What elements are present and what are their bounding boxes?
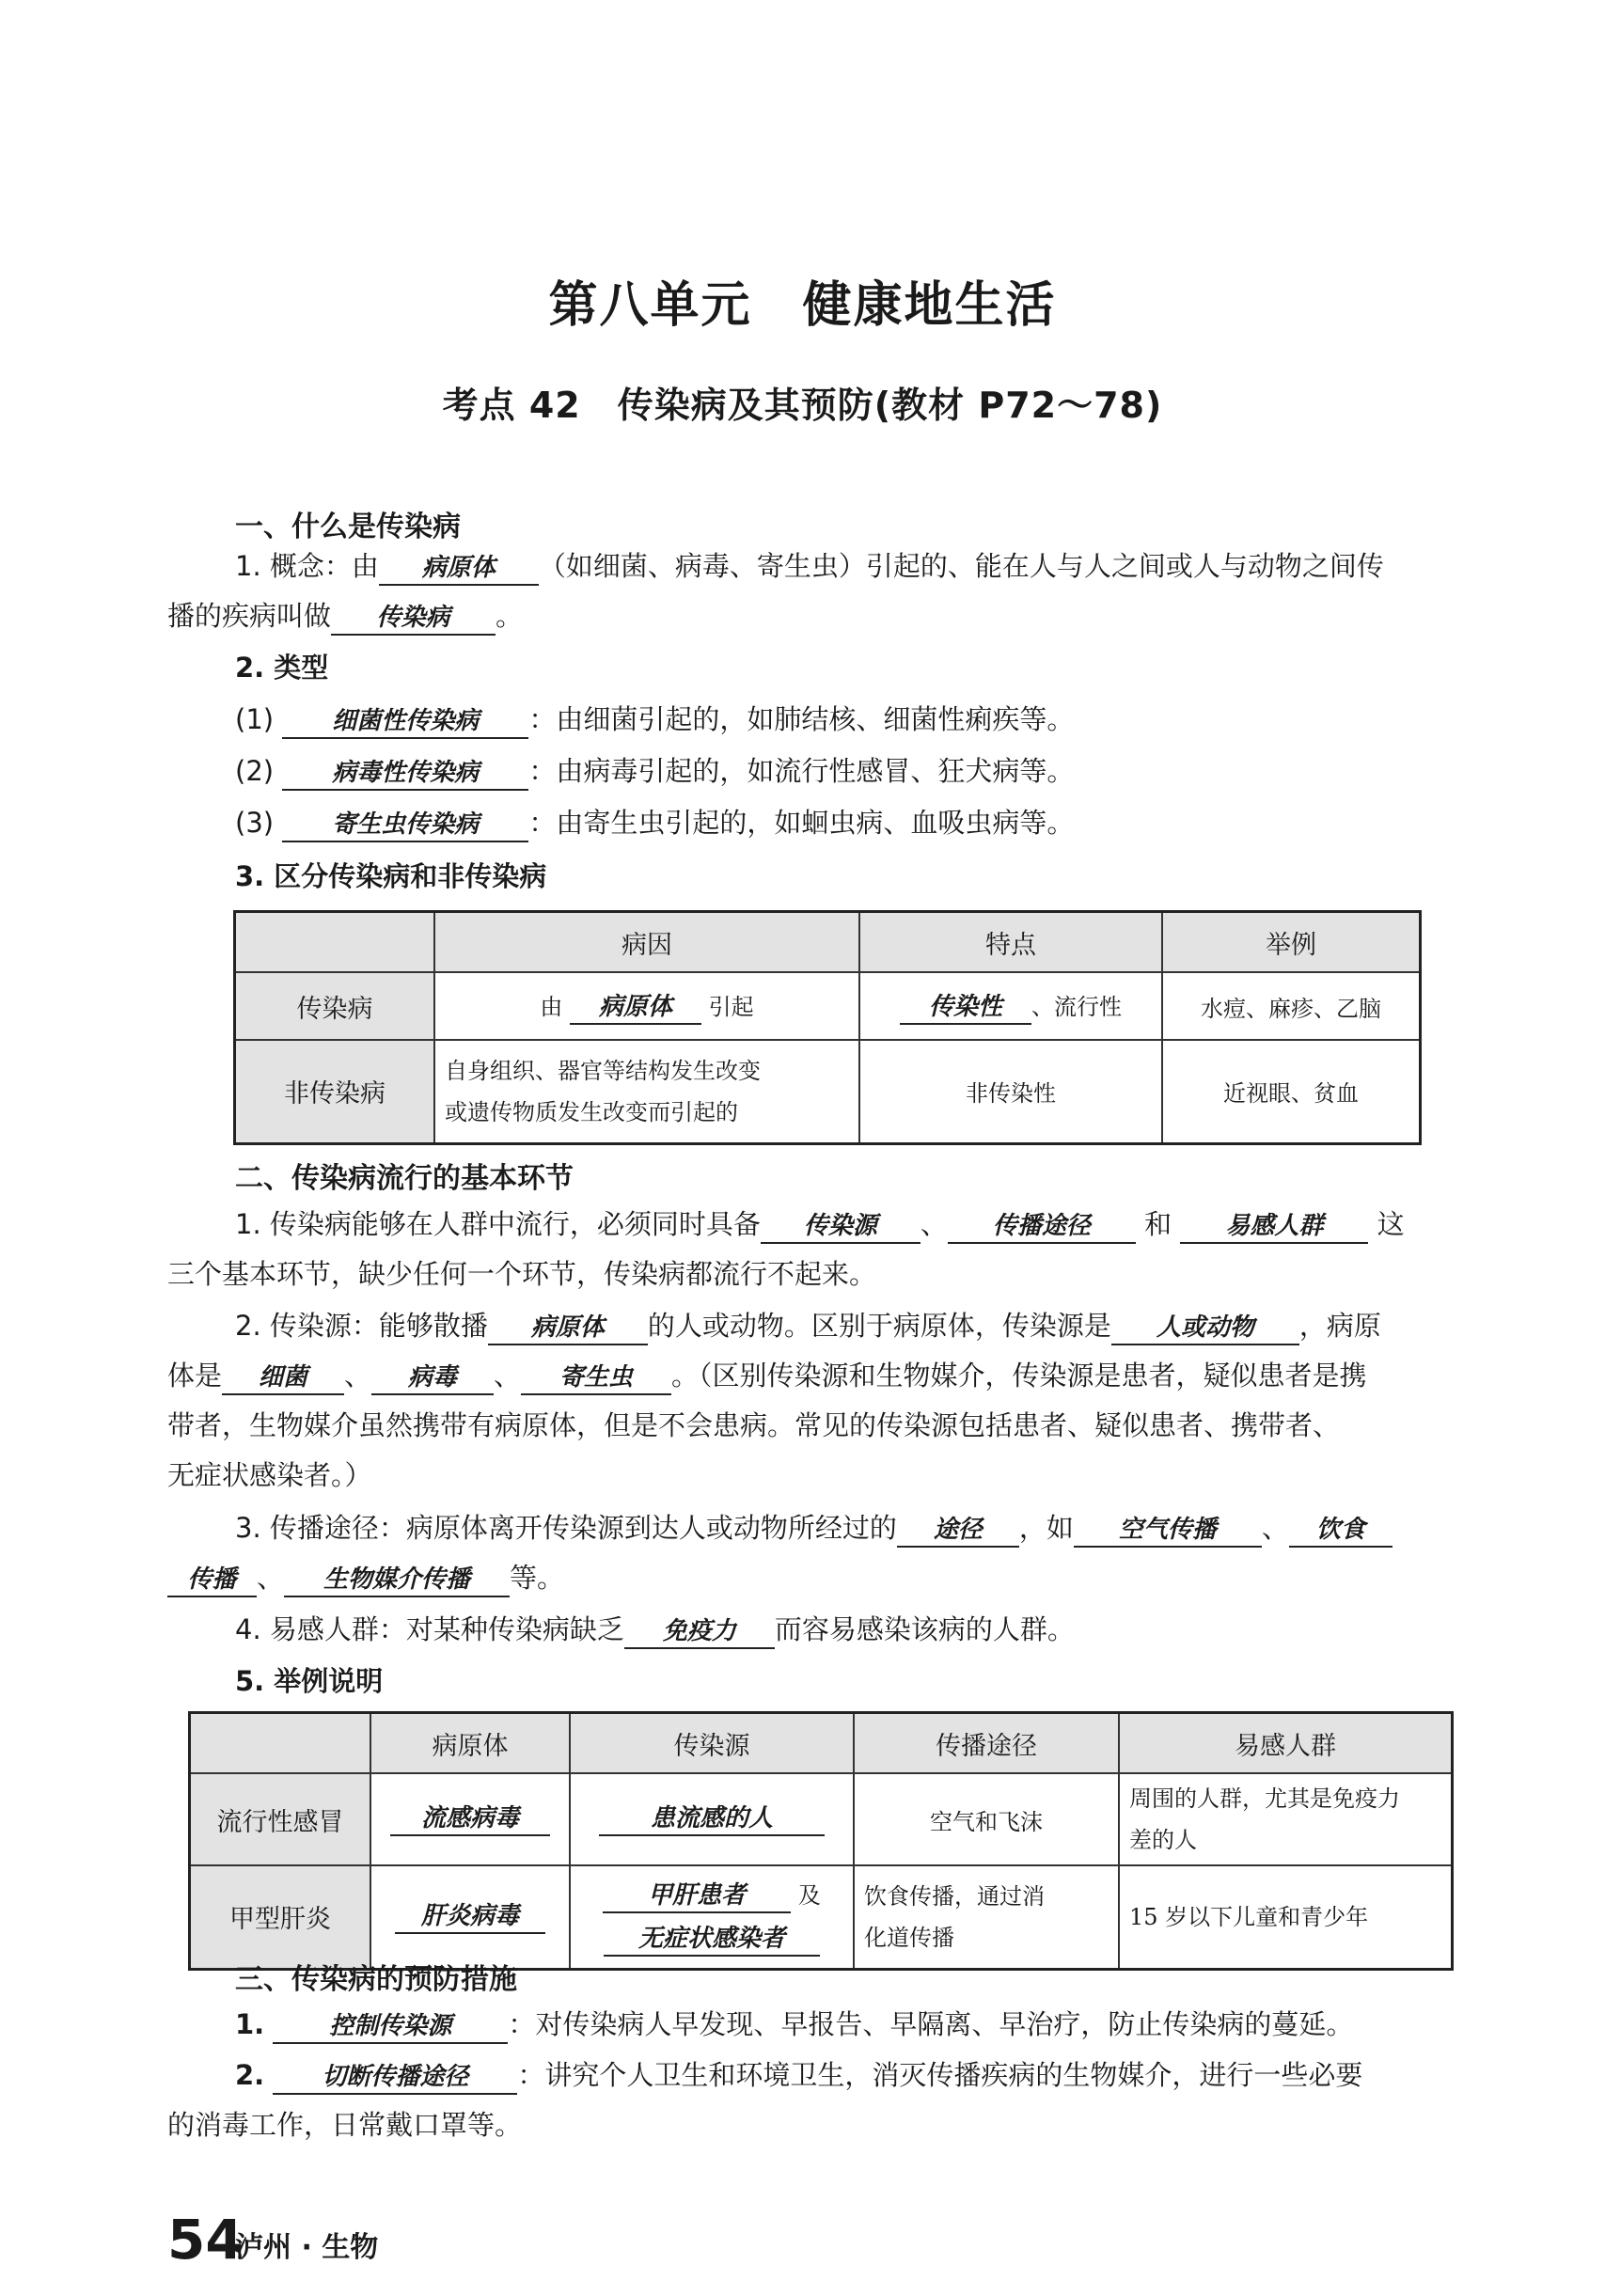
table-header-cell: 传染源 [570,1713,854,1774]
p2-sep: 、 [344,1360,372,1392]
p3-answer-1: 途径 [897,1514,1019,1548]
p3-answer-4: 生物媒介传播 [284,1564,510,1597]
cause-answer: 病原体 [570,991,701,1025]
p2-sep: 、 [494,1360,522,1392]
table-header-cell [190,1713,371,1774]
p2-text: 2. 传染源：能够散播 [235,1310,488,1342]
cause-post: 引起 [708,993,754,1020]
section-2-heading: 二、传染病流行的基本环节 [235,1162,574,1195]
s2-p2-line2 [167,1357,1367,1395]
susceptible-line: 周围的人群，尤其是免疫力 [1129,1785,1400,1812]
p4-text: 4. 易感人群：对某种传染病缺乏 [235,1613,624,1645]
cause-line: 自身组织、器官等结构发生改变 [445,1057,761,1084]
measure-answer-1: 控制传染源 [273,2010,508,2044]
row-label: 传染病 [235,972,435,1040]
p4-answer: 免疫力 [624,1615,775,1649]
type-num: (3) [235,807,275,839]
s2-p1-line1 [235,1205,1405,1244]
p3-end: 等。 [510,1562,565,1594]
s2-p3-line2 [167,1559,564,1597]
table-header-cell: 病因 [434,912,859,973]
susceptible-cell [1119,1773,1453,1865]
source-answer-2: 无症状感染者 [604,1923,820,1957]
type-text: ：由寄生虫引起的，如蛔虫病、血吸虫病等。 [528,807,1075,839]
p3-sep: 、 [257,1562,285,1594]
type-num: (2) [235,755,275,787]
p2-answer-2: 人或动物 [1111,1312,1299,1345]
feature-cell: 非传染性 [859,1040,1162,1143]
table-header-cell [235,912,435,973]
example-cell: 水痘、麻疹、乙脑 [1162,972,1421,1040]
type-answer: 寄生虫传染病 [282,809,528,842]
concept-answer-1: 病原体 [379,552,539,586]
concept-line-1 [235,547,1384,586]
p2-end: ，病原 [1298,1310,1381,1342]
type-text: ：由病毒引起的，如流行性感冒、狂犬病等。 [528,755,1075,787]
type-item [235,804,1074,842]
p3-text: 3. 传播途径：病原体离开传染源到达人或动物所经过的 [235,1512,897,1544]
pathogen-cell [370,1773,570,1865]
cause-pre: 由 [540,993,563,1020]
measure-text: ：讲究个人卫生和环境卫生，消灭传播疾病的生物媒介，进行一些必要 [517,2059,1363,2091]
route-line: 饮食传播，通过消 [864,1882,1045,1910]
table-header-row [190,1713,1453,1774]
p4-text: 而容易感染该病的人群。 [774,1613,1075,1645]
cause-cell [434,1040,859,1143]
compare-heading: 3. 区分传染病和非传染病 [235,860,547,892]
table-header-cell: 举例 [1162,912,1421,973]
examples-table [188,1711,1454,1971]
measure-answer-2: 切断传播途径 [273,2061,517,2095]
p2-answer-3: 细菌 [222,1361,344,1395]
route-cell: 空气和飞沫 [854,1773,1119,1865]
p3-sep: 、 [1261,1512,1289,1544]
p2-text: 。（区别传染源和生物媒介，传染源是患者，疑似患者是携 [671,1360,1367,1392]
s2-p1-line2: 三个基本环节，缺少任何一个环节，传染病都流行不起来。 [167,1258,877,1290]
measure-2 [235,2056,1362,2095]
table-row [190,1773,1453,1865]
p2-text: 的人或动物。区别于病原体，传染源是 [647,1310,1111,1342]
p3-answer-3a: 饮食 [1289,1514,1393,1548]
source-answer: 患流感的人 [599,1802,825,1836]
p3-text: ，如 [1018,1512,1074,1544]
table-header-cell: 传播途径 [854,1713,1119,1774]
susceptible-cell: 15 岁以下儿童和青少年 [1119,1865,1453,1969]
type-num: (1) [235,703,275,735]
p1-end: 这 [1377,1208,1405,1240]
row-label: 非传染病 [235,1040,435,1143]
row-label: 流行性感冒 [190,1773,371,1865]
s2-p2-line3: 带者，生物媒介虽然携带有病原体，但是不会患病。常见的传染源包括患者、疑似患者、携带者、 [167,1409,1341,1441]
p2-answer-4: 病毒 [371,1361,494,1395]
p1-answer-2: 传播途径 [948,1210,1136,1244]
concept-text: （如细菌、病毒、寄生虫）引起的、能在人与人之间或人与动物之间传 [538,550,1384,582]
measure-num: 2. [235,2059,265,2091]
types-heading: 2. 类型 [235,652,329,684]
source-answer-1: 甲肝患者 [603,1879,791,1913]
type-answer: 细菌性传染病 [282,705,528,739]
unit-title: 第八单元 健康地生活 [548,277,1057,334]
measure-1 [235,2005,1353,2044]
feature-post: 、流行性 [1031,993,1122,1020]
comparison-table [233,910,1422,1145]
source-cell [570,1773,854,1865]
table-header-cell: 病原体 [370,1713,570,1774]
route-cell [854,1865,1119,1969]
p1-sep: 、 [920,1208,948,1240]
concept-label: 1. 概念：由 [235,550,379,582]
p2-answer-1: 病原体 [488,1312,648,1345]
table-row [235,972,1421,1040]
p3-answer-3b: 传播 [167,1564,257,1597]
concept-line-2 [167,597,523,636]
topic-title: 考点 42 传染病及其预防(教材 P72～78) [442,385,1163,426]
table-header-row [235,912,1421,973]
p2-answer-5: 寄生虫 [521,1361,671,1395]
table-header-cell: 特点 [859,912,1162,973]
table-row [235,1040,1421,1143]
row-label: 甲型肝炎 [190,1865,371,1969]
pathogen-answer: 肝炎病毒 [395,1900,545,1934]
type-item [235,752,1074,791]
type-text: ：由细菌引起的，如肺结核、细菌性痢疾等。 [528,703,1075,735]
measure-num: 1. [235,2008,265,2040]
concept-end: 。 [496,600,524,632]
s2-p2-line4: 无症状感染者。） [167,1459,372,1491]
table-header-cell: 易感人群 [1119,1713,1453,1774]
p2-text: 体是 [167,1360,223,1392]
measure-text: ：对传染病人早发现、早报告、早隔离、早治疗，防止传染病的蔓延。 [508,2008,1354,2040]
type-item [235,700,1074,739]
page-number: 54 [167,2208,244,2272]
section-3-heading: 三、传染病的预防措施 [235,1963,517,1996]
cause-cell [434,972,859,1040]
pathogen-answer: 流感病毒 [390,1802,550,1836]
measure-2-line2: 的消毒工作，日常戴口罩等。 [167,2109,523,2141]
example-cell: 近视眼、贫血 [1162,1040,1421,1143]
source-and: 及 [797,1881,821,1909]
feature-answer: 传染性 [900,991,1031,1025]
pathogen-cell [370,1865,570,1969]
susceptible-line: 差的人 [1129,1827,1197,1853]
p3-answer-2: 空气传播 [1074,1514,1262,1548]
section-1-heading: 一、什么是传染病 [235,511,461,543]
p1-answer-1: 传染源 [761,1210,921,1244]
concept-answer-2: 传染病 [331,602,496,636]
cause-line: 或遗传物质发生改变而引起的 [445,1098,738,1125]
s2-p2-line1 [235,1307,1381,1345]
p1-text: 1. 传染病能够在人群中流行，必须同时具备 [235,1208,761,1240]
table-row [190,1865,1453,1969]
footer-text: 泸州 · 生物 [235,2231,379,2264]
s2-p3-line1 [235,1509,1393,1548]
p1-and: 和 [1144,1208,1172,1240]
source-cell [570,1865,854,1969]
p1-answer-3: 易感人群 [1180,1210,1368,1244]
examples-heading: 5. 举例说明 [235,1665,384,1697]
concept-text-2: 播的疾病叫做 [167,600,332,632]
s2-p4 [235,1611,1075,1649]
feature-cell [859,972,1162,1040]
route-line: 化道传播 [864,1924,954,1951]
type-answer: 病毒性传染病 [282,757,528,791]
